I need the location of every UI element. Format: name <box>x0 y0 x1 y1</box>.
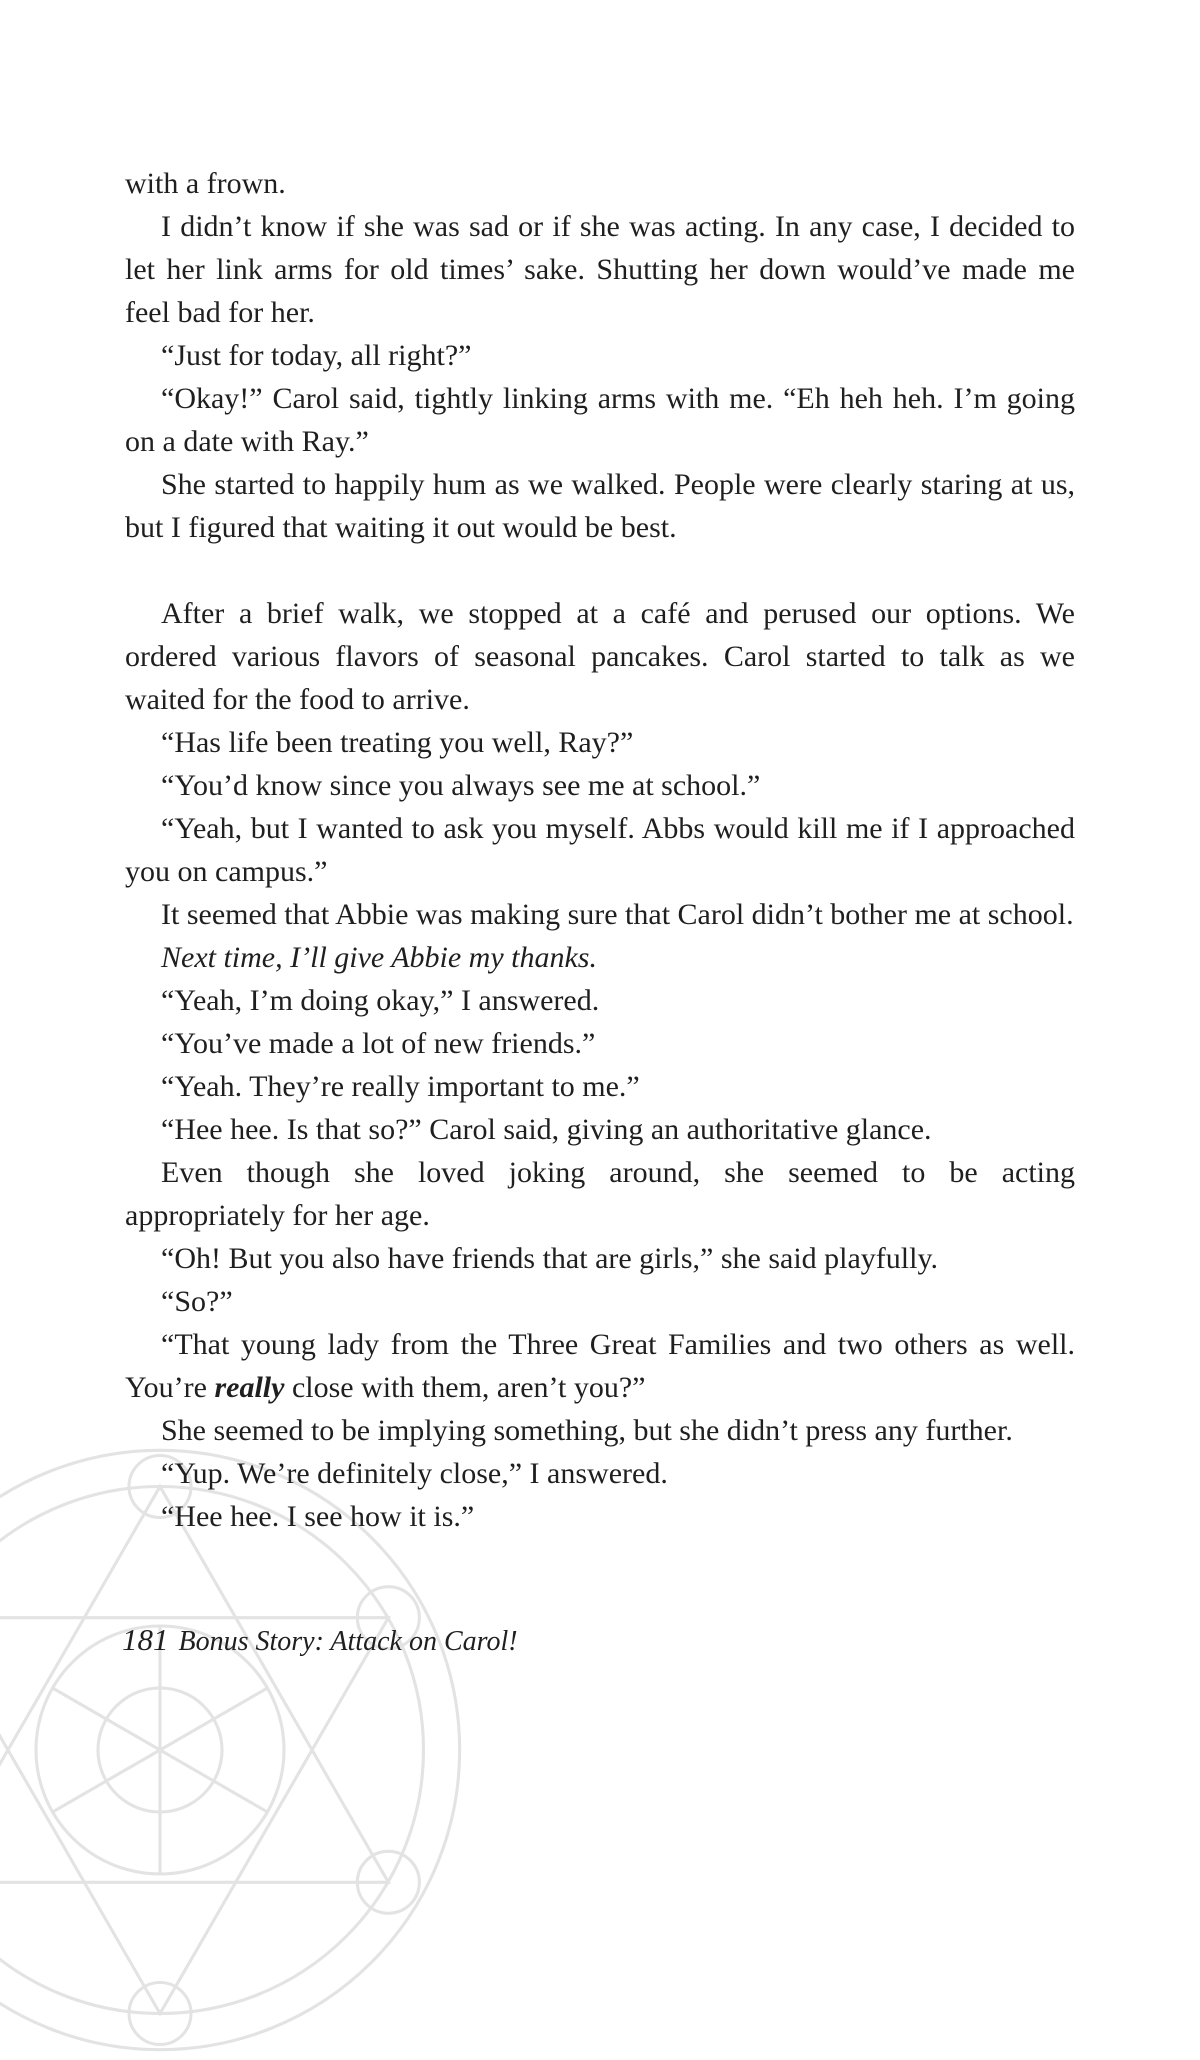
paragraph-part: “That young lady from the Three Great Families and two others as well. You’re <box>125 1328 1075 1404</box>
paragraph: “Okay!” Carol said, tightly linking arms with me. “Eh heh heh. I’m going on a date with Ray.” <box>125 382 1075 458</box>
running-title: Bonus Story: Attack on Carol! <box>178 1626 518 1657</box>
emphasized-word: really <box>214 1371 285 1404</box>
paragraph: Even though she loved joking around, she seemed to be acting appropriately for her age. <box>125 1156 1075 1232</box>
paragraph: “Hee hee. Is that so?” Carol said, giving an authoritative glance. <box>161 1113 932 1146</box>
body-text <box>125 162 1075 1538</box>
paragraph: “Yup. We’re definitely close,” I answered. <box>161 1457 668 1490</box>
paragraph: “You’ve made a lot of new friends.” <box>161 1027 596 1060</box>
paragraph: It seemed that Abbie was making sure that Carol didn’t bother me at school. <box>161 898 1074 931</box>
paragraph: “Hee hee. I see how it is.” <box>161 1500 475 1533</box>
paragraph-with-emphasis <box>125 1323 1075 1409</box>
paragraph: “Oh! But you also have friends that are girls,” she said playfully. <box>161 1242 939 1275</box>
paragraph: “So?” <box>161 1285 233 1318</box>
paragraph: “You’d know since you always see me at school.” <box>161 769 761 802</box>
page-number: 181 <box>122 1622 169 1657</box>
paragraph: with a frown. <box>125 167 286 200</box>
paragraph: She seemed to be implying something, but she didn’t press any further. <box>161 1414 1013 1447</box>
page-footer <box>122 1622 518 1658</box>
paragraph: “Yeah. They’re really important to me.” <box>161 1070 640 1103</box>
paragraph: “Just for today, all right?” <box>161 339 472 372</box>
italic-thought-text: Next time, I’ll give Abbie my thanks. <box>161 941 597 974</box>
paragraph: I didn’t know if she was sad or if she was acting. In any case, I decided to let her link arms for old times’ sake. Shutting her down would’ve made me feel bad for her. <box>125 210 1075 329</box>
paragraph: She started to happily hum as we walked. People were clearly staring at us, but I figured that waiting it out would be best. <box>125 468 1075 544</box>
paragraph: “Yeah, but I wanted to ask you myself. Abbs would kill me if I approached you on campus.” <box>125 812 1075 888</box>
paragraph: “Has life been treating you well, Ray?” <box>161 726 634 759</box>
paragraph-part: close with them, aren’t you?” <box>284 1371 646 1404</box>
paragraph-after-scene-break: After a brief walk, we stopped at a café and perused our options. We ordered various flavors of seasonal pancakes. Carol started to talk as we waited for the food to arrive. <box>125 597 1075 716</box>
italic-thought <box>125 936 1075 979</box>
paragraph: “Yeah, I’m doing okay,” I answered. <box>161 984 600 1017</box>
